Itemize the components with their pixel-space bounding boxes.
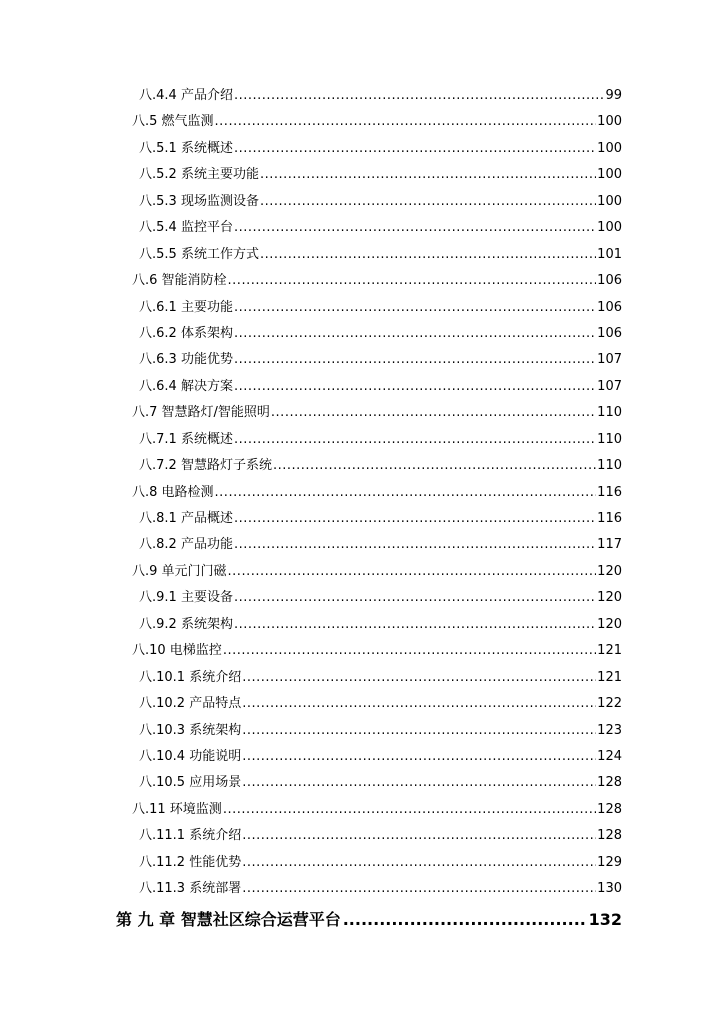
toc-leader	[234, 83, 605, 109]
toc-page-number: 110	[597, 405, 622, 421]
toc-entry-label: 八.10 电梯监控	[132, 643, 222, 659]
toc-entry-label: 八.6.1 主要功能	[139, 299, 233, 315]
toc-leader	[242, 823, 596, 849]
toc-leader	[242, 718, 596, 744]
toc-entry-label: 八.5.4 监控平台	[139, 220, 233, 236]
toc-entry-label: 八.11.2 性能优势	[139, 854, 242, 870]
toc-entry[interactable]	[0, 242, 622, 268]
toc-page-number: 100	[597, 193, 622, 209]
toc-entry-label: 八.5.1 系统概述	[139, 140, 233, 156]
toc-page-number: 106	[597, 325, 622, 341]
toc-page-number: 122	[597, 696, 622, 712]
toc-page-number: 120	[597, 563, 622, 579]
toc-leader	[234, 427, 596, 453]
toc-page-number: 128	[597, 801, 622, 817]
toc-leader	[242, 850, 596, 876]
toc-entry[interactable]	[0, 797, 622, 823]
toc-entry[interactable]	[0, 850, 622, 876]
toc-entry[interactable]	[0, 876, 622, 902]
toc-leader	[228, 559, 597, 585]
toc-entry[interactable]	[0, 215, 622, 241]
toc-page-number: 128	[597, 775, 622, 791]
toc-entry-label: 八.8.1 产品概述	[139, 511, 233, 526]
toc-page-number: 100	[597, 140, 622, 156]
toc-leader	[234, 295, 596, 321]
toc-entry-label: 八.8 电路检测	[132, 484, 214, 500]
toc-leader	[223, 797, 596, 823]
toc-leader	[271, 400, 596, 426]
toc-leader	[234, 532, 596, 558]
toc-entry-label: 八.11.3 系统部署	[139, 881, 242, 897]
toc-leader	[234, 585, 596, 611]
toc-entry-label: 八.5.5 系统工作方式	[139, 246, 259, 262]
toc-entry-label: 八.7.1 系统概述	[139, 431, 233, 447]
toc-leader	[223, 638, 596, 664]
toc-page-number: 120	[597, 590, 622, 606]
toc-leader	[343, 905, 587, 935]
toc-page-number: 107	[597, 352, 622, 368]
toc-page-number: 129	[597, 854, 622, 870]
toc-page-number: 121	[597, 643, 622, 659]
toc-leader	[260, 242, 596, 268]
toc-leader	[234, 136, 596, 162]
toc-entry[interactable]	[0, 295, 622, 321]
toc-page-number: 106	[597, 273, 622, 289]
toc-entry-label: 八.10.1 系统介绍	[139, 669, 242, 685]
toc-page-number: 106	[597, 299, 622, 315]
toc-page-number: 116	[597, 511, 622, 526]
toc-entry-label: 八.11.1 系统介绍	[139, 828, 242, 844]
toc-leader	[234, 374, 596, 400]
toc-leader	[242, 665, 596, 691]
toc-entry[interactable]	[0, 770, 622, 796]
toc-leader	[242, 770, 596, 796]
toc-entry-label: 八.6 智能消防栓	[132, 273, 227, 289]
toc-entry[interactable]	[0, 585, 622, 611]
toc-page-number: 99	[605, 88, 622, 103]
toc-entry-label: 八.5 燃气监测	[132, 114, 214, 130]
toc-entry[interactable]	[0, 162, 622, 188]
toc-entry[interactable]	[0, 665, 622, 691]
toc-leader	[234, 612, 596, 638]
toc-leader	[215, 480, 597, 506]
toc-entry[interactable]	[0, 453, 622, 479]
toc-entry-label: 八.6.3 功能优势	[139, 352, 233, 368]
toc-leader	[228, 268, 597, 294]
toc-page-number: 100	[597, 167, 622, 183]
toc-entry-label: 八.5.2 系统主要功能	[139, 167, 259, 183]
toc-entry[interactable]	[0, 506, 622, 532]
toc-entry[interactable]	[0, 559, 622, 585]
toc-entry-label: 八.6.4 解决方案	[139, 378, 233, 394]
toc-entry-label: 八.7 智慧路灯/智能照明	[132, 405, 270, 421]
toc-entry[interactable]	[0, 718, 622, 744]
toc-entry-label: 八.10.2 产品特点	[139, 696, 242, 712]
toc-entry-label: 八.10.5 应用场景	[139, 775, 242, 791]
toc-entry[interactable]	[0, 480, 622, 506]
toc-page-number: 124	[597, 748, 622, 764]
toc-leader	[260, 189, 596, 215]
toc-page-number: 110	[597, 458, 622, 474]
toc-entry-label: 八.10.4 功能说明	[139, 748, 242, 764]
toc-page-number: 130	[597, 881, 622, 897]
toc-leader	[234, 215, 596, 241]
toc-entry-label: 八.9 单元门门磁	[132, 563, 227, 579]
toc-leader	[215, 109, 597, 135]
toc-leader	[273, 453, 596, 479]
toc-entry[interactable]	[0, 136, 622, 162]
toc-entry-label: 八.6.2 体系架构	[139, 325, 233, 341]
toc-chapter-page-number: 132	[588, 910, 622, 929]
toc-entry[interactable]	[0, 612, 622, 638]
toc-page-number: 123	[597, 722, 622, 738]
toc-entry-label: 八.7.2 智慧路灯子系统	[139, 458, 272, 474]
toc-entry-label: 八.8.2 产品功能	[139, 537, 233, 553]
toc-entry[interactable]	[0, 823, 622, 849]
toc-page-number: 117	[597, 537, 622, 553]
toc-leader	[242, 876, 596, 902]
toc-page-number: 110	[597, 431, 622, 447]
toc-entry[interactable]	[0, 374, 622, 400]
toc-entry-label: 八.5.3 现场监测设备	[139, 193, 259, 209]
table-of-contents	[0, 83, 724, 903]
toc-entry[interactable]	[0, 321, 622, 347]
toc-entry[interactable]	[0, 744, 622, 770]
toc-entry-label: 八.9.1 主要设备	[139, 590, 233, 606]
toc-leader	[234, 321, 596, 347]
toc-page-number: 107	[597, 378, 622, 394]
toc-entry[interactable]	[0, 83, 622, 109]
toc-entry-label: 八.9.2 系统架构	[139, 616, 233, 632]
toc-page-number: 100	[597, 114, 622, 130]
toc-page-number: 101	[597, 246, 622, 262]
toc-entry[interactable]	[0, 532, 622, 558]
toc-entry[interactable]	[0, 638, 622, 664]
toc-leader	[234, 347, 596, 373]
toc-entry-label: 八.4.4 产品介绍	[139, 88, 233, 103]
toc-leader	[260, 162, 596, 188]
toc-entry[interactable]	[0, 109, 622, 135]
toc-entry-label: 八.10.3 系统架构	[139, 722, 242, 738]
toc-entry[interactable]	[0, 427, 622, 453]
toc-page-number: 120	[597, 616, 622, 632]
toc-page-number: 128	[597, 828, 622, 844]
toc-chapter-label: 第 九 章 智慧社区综合运营平台	[116, 910, 341, 929]
toc-entry[interactable]	[0, 189, 622, 215]
toc-entry[interactable]	[0, 347, 622, 373]
toc-page-number: 100	[597, 220, 622, 236]
toc-page-number: 121	[597, 669, 622, 685]
toc-entry[interactable]	[0, 400, 622, 426]
toc-leader	[242, 744, 596, 770]
toc-page-number: 116	[597, 484, 622, 500]
toc-chapter-entry[interactable]	[116, 905, 622, 935]
toc-leader	[234, 506, 596, 532]
toc-entry[interactable]	[0, 268, 622, 294]
toc-entry[interactable]	[0, 691, 622, 717]
toc-entry-label: 八.11 环境监测	[132, 801, 222, 817]
toc-leader	[242, 691, 596, 717]
